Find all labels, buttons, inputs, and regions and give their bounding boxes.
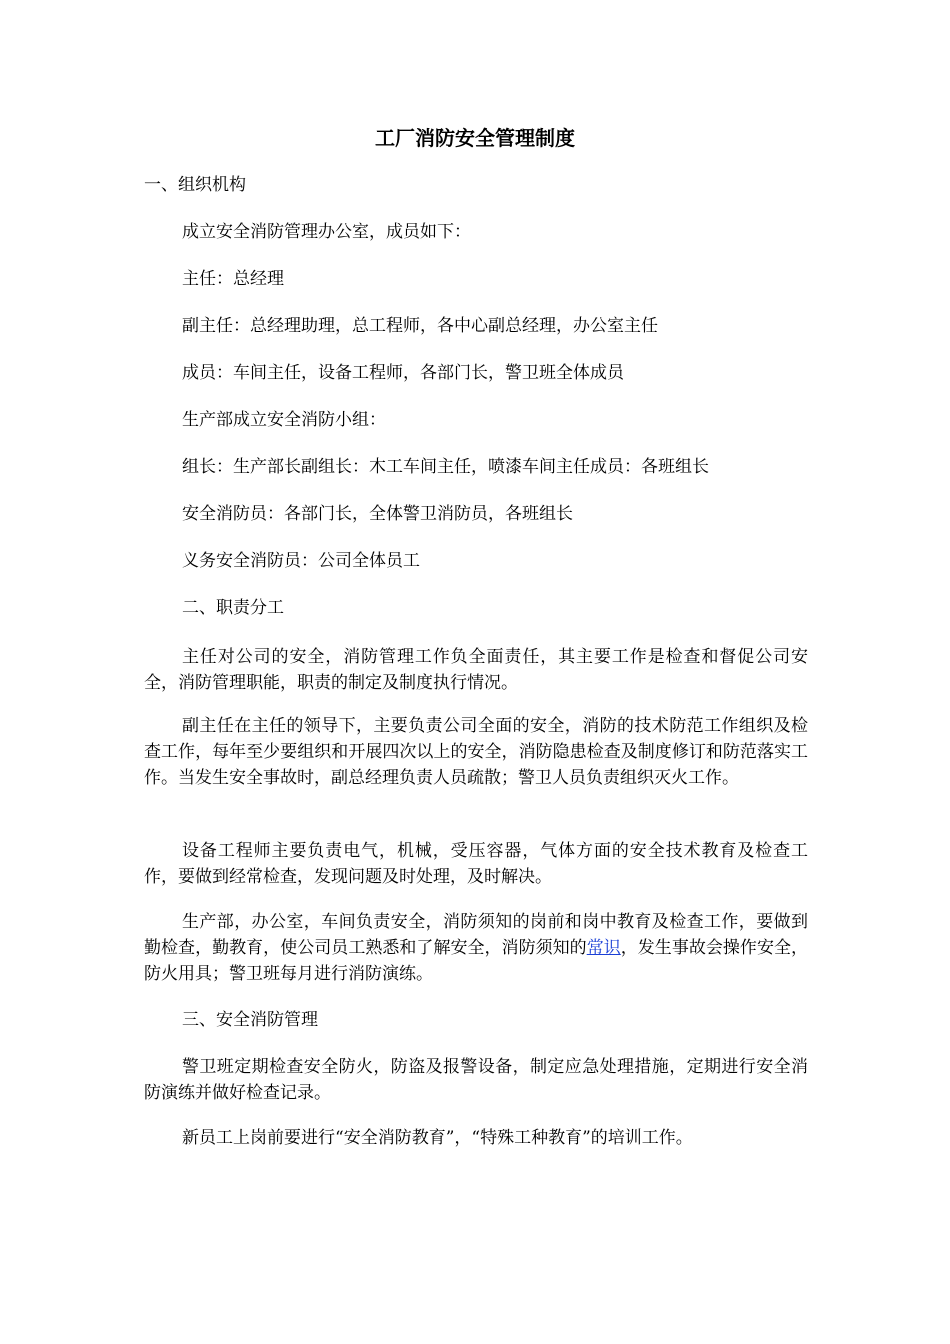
line-deputy-director: 副主任：总经理助理，总工程师，各中心副总经理，办公室主任 [182, 316, 658, 336]
line-group-leaders: 组长：生产部长副组长：木工车间主任，喷漆车间主任成员：各班组长 [182, 457, 709, 477]
paragraph-director-duties: 主任对公司的安全，消防管理工作负全面责任，其主要工作是检查和督促公司安全，消防管理职能，职责的制定及制度执行情况。 [144, 647, 808, 693]
line-production-group: 生产部成立安全消防小组： [182, 410, 386, 430]
line-volunteer-fire-staff: 义务安全消防员：公司全体员工 [182, 551, 420, 571]
line-office: 成立安全消防管理办公室，成员如下： [182, 222, 471, 242]
paragraph-production-duties [144, 909, 808, 987]
line-members: 成员：车间主任，设备工程师，各部门长，警卫班全体成员 [182, 363, 624, 383]
line-fire-staff: 安全消防员：各部门长，全体警卫消防员，各班组长 [182, 504, 573, 524]
section-heading-organization: 一、组织机构 [144, 175, 246, 195]
paragraph-deputy-duties: 副主任在主任的领导下，主要负责公司全面的安全，消防的技术防范工作组织及检查工作，每年至少要组织和开展四次以上的安全，消防隐患检查及制度修订和防范落实工作。当发生安全事故时，副总经理负责人员疏散；警卫人员负责组织灭火工作。 [144, 716, 808, 788]
document-title: 工厂消防安全管理制度 [375, 126, 575, 150]
paragraph-guard-inspection: 警卫班定期检查安全防火，防盗及报警设备，制定应急处理措施，定期进行安全消防演练并做好检查记录。 [144, 1057, 808, 1103]
paragraph-production-text-end: ，发生事故会操作安全，防火用具；警卫班每月进行消防演练。 [144, 938, 809, 984]
line-director: 主任：总经理 [182, 269, 284, 289]
paragraph-engineer-duties: 设备工程师主要负责电气，机械，受压容器，气体方面的安全技术教育及检查工作，要做到经常检查，发现问题及时处理，及时解决。 [144, 841, 808, 887]
paragraph-production-text-start: 生产部，办公室，车间负责安全，消防须知的岗前和岗中教育及检查工作，要做到勤检查，勤教育，使公司员工熟悉和了解安全，消防须知的 [144, 912, 808, 958]
paragraph-new-staff-training: 新员工上岗前要进行“安全消防教育”，“特殊工种教育”的培训工作。 [182, 1128, 693, 1148]
common-knowledge-link[interactable]: 常识 [586, 938, 621, 958]
section-heading-fire-management: 三、安全消防管理 [182, 1010, 318, 1030]
section-heading-duties: 二、职责分工 [182, 598, 284, 618]
